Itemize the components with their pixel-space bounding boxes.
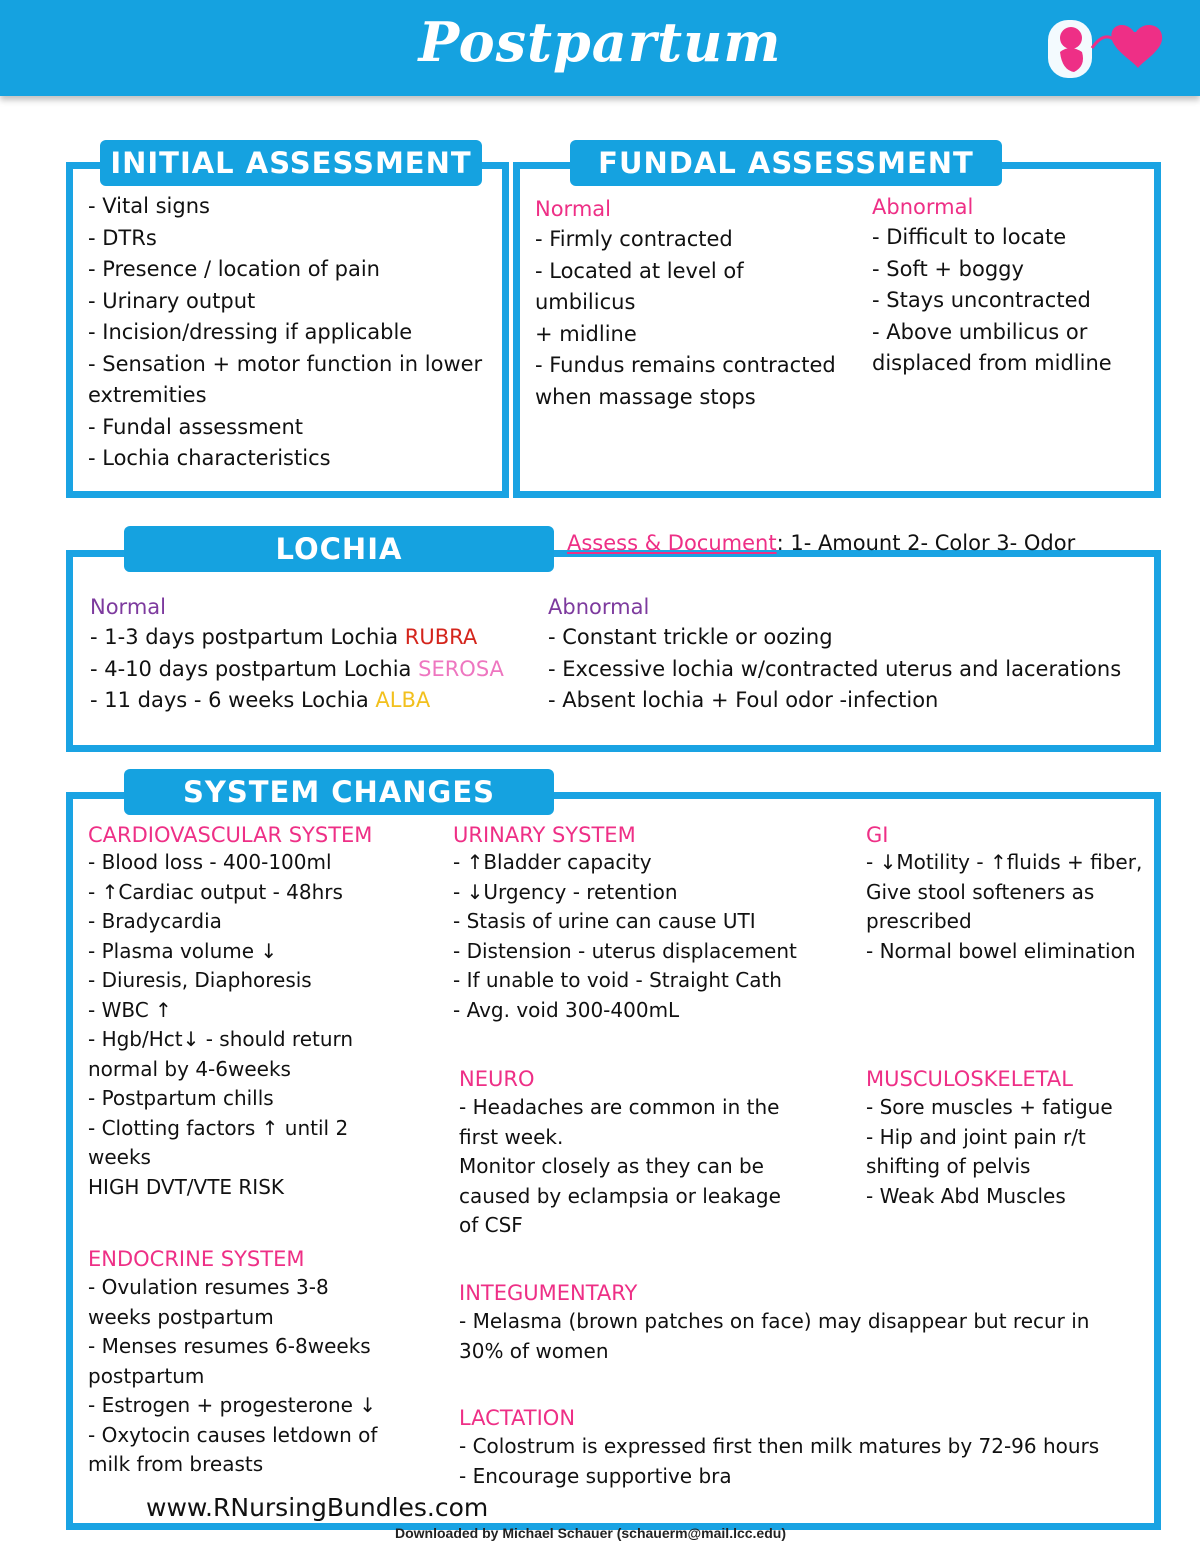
list-item: - 11 days - 6 weeks Lochia ALBA: [90, 688, 431, 712]
list-item: - 1-3 days postpartum Lochia RUBRA: [90, 625, 478, 649]
list-item: weeks: [88, 1145, 151, 1169]
urinary-list: [453, 848, 797, 1025]
list-item: HIGH DVT/VTE RISK: [88, 1174, 285, 1199]
list-item: prescribed: [866, 909, 972, 933]
lochia-abnormal-heading: Abnormal: [548, 595, 650, 619]
list-item: - Estrogen + progesterone ↓: [88, 1393, 377, 1417]
list-item: - Bradycardia: [88, 909, 222, 933]
list-item: - Oxytocin causes letdown of: [88, 1422, 378, 1447]
list-item: Give stool softeners as: [866, 879, 1095, 904]
list-item: - Normal bowel elimination: [866, 938, 1136, 963]
musculo-list: [866, 1093, 1113, 1211]
list-item: - Vital signs: [88, 194, 210, 218]
page-title: Postpartum: [418, 10, 782, 74]
list-item: - Sensation + motor function in lower: [88, 351, 483, 376]
lochia-rubra-label: RUBRA: [404, 625, 478, 649]
list-item: displaced from midline: [872, 351, 1112, 375]
list-item: - Avg. void 300-400mL: [453, 997, 680, 1022]
list-item: - Diuresis, Diaphoresis: [88, 968, 312, 992]
lochia-normal-heading: Normal: [90, 595, 166, 619]
list-item: of CSF: [459, 1213, 523, 1237]
list-item: - Postpartum chills: [88, 1086, 274, 1110]
cardio-heading: CARDIOVASCULAR SYSTEM: [88, 823, 373, 847]
list-item: - Melasma (brown patches on face) may disappear but recur in: [459, 1309, 1090, 1333]
lochia-tab: LOCHIA CHARACTERISTICS: [124, 526, 554, 572]
footer-url: www.RNursingBundles.com: [146, 1493, 489, 1522]
integumentary-list: [459, 1307, 1089, 1366]
list-item: when massage stops: [535, 384, 756, 409]
urinary-heading: URINARY SYSTEM: [453, 823, 636, 847]
downloaded-by-note: Downloaded by Michael Schauer (schauerm@mail.lcc.edu): [395, 1525, 786, 1541]
initial-assessment-tab: INITIAL ASSESSMENT: [100, 140, 482, 186]
list-item: - Blood loss - 400-100ml: [88, 850, 332, 874]
list-item: - ↓Urgency - retention: [453, 879, 678, 904]
list-item: - Ovulation resumes 3-8: [88, 1275, 329, 1299]
list-item: - Colostrum is expressed first then milk matures by 72-96 hours: [459, 1434, 1100, 1458]
list-item: - Firmly contracted: [535, 227, 733, 251]
list-item: - Fundus remains contracted: [535, 353, 836, 377]
list-item: - Stays uncontracted: [872, 288, 1091, 312]
list-item: Monitor closely as they can be: [459, 1154, 764, 1178]
list-item: - Headaches are common in the: [459, 1095, 780, 1119]
list-item: - Stasis of urine can cause UTI: [453, 909, 756, 933]
musculo-heading: MUSCULOSKELETAL: [866, 1067, 1073, 1091]
fundal-abnormal-heading: Abnormal: [872, 195, 974, 219]
list-item: - Plasma volume ↓: [88, 938, 278, 963]
list-item: - Located at level of: [535, 258, 744, 283]
lochia-alba-label: ALBA: [375, 688, 431, 712]
list-item: - Menses resumes 6-8weeks: [88, 1334, 371, 1358]
cardio-list: [88, 848, 353, 1202]
list-item: - 4-10 days postpartum Lochia SEROSA: [90, 656, 504, 681]
neuro-heading: NEURO: [459, 1067, 535, 1091]
endocrine-heading: ENDOCRINE SYSTEM: [88, 1247, 305, 1271]
list-item: - Clotting factors ↑ until 2: [88, 1115, 349, 1140]
fundal-assessment-tab: FUNDAL ASSESSMENT: [570, 140, 1002, 186]
list-item: - Incision/dressing if applicable: [88, 320, 413, 344]
list-item: - WBC ↑: [88, 997, 172, 1022]
list-item: 30% of women: [459, 1338, 609, 1363]
fundal-normal-list: [535, 224, 836, 413]
list-item: - Constant trickle or oozing: [548, 625, 833, 649]
list-item: - Difficult to locate: [872, 225, 1067, 249]
list-item: - Fundal assessment: [88, 414, 303, 439]
lochia-abnormal-list: [548, 622, 1121, 717]
list-item: - Hgb/Hct↓ - should return: [88, 1027, 354, 1051]
initial-assessment-list: [88, 191, 482, 475]
list-item: - Urinary output: [88, 288, 256, 313]
assess-document-label: Assess & Document: [567, 531, 777, 555]
list-item: caused by eclampsia or leakage: [459, 1183, 781, 1208]
lactation-list: [459, 1432, 1099, 1491]
assess-document-note: [567, 530, 1075, 556]
list-item: first week.: [459, 1124, 564, 1149]
header-bar: [0, 0, 1200, 96]
baby-heart-icon: [1046, 18, 1164, 82]
lactation-heading: LACTATION: [459, 1406, 576, 1430]
lochia-serosa-label: SEROSA: [418, 656, 504, 681]
list-item: - ↑Cardiac output - 48hrs: [88, 879, 343, 904]
list-item: + midline: [535, 321, 637, 346]
fundal-normal-heading: Normal: [535, 197, 611, 221]
integumentary-heading: INTEGUMENTARY: [459, 1281, 638, 1305]
list-item: postpartum: [88, 1363, 205, 1388]
list-item: - DTRs: [88, 225, 157, 250]
list-item: - Weak Abd Muscles: [866, 1183, 1066, 1208]
list-item: - Soft + boggy: [872, 256, 1024, 281]
list-item: - If unable to void - Straight Cath: [453, 968, 782, 992]
list-item: milk from breasts: [88, 1452, 264, 1476]
list-item: umbilicus: [535, 290, 636, 314]
endocrine-list: [88, 1273, 377, 1480]
list-item: - Excessive lochia w/contracted uterus and lacerations: [548, 656, 1122, 681]
gi-list: [866, 848, 1142, 966]
list-item: normal by 4-6weeks: [88, 1056, 291, 1081]
neuro-list: [459, 1093, 781, 1241]
list-item: - Distension - uterus displacement: [453, 938, 797, 963]
gi-heading: GI: [866, 823, 889, 847]
list-item: - ↑Bladder capacity: [453, 850, 652, 874]
list-item: extremities: [88, 383, 207, 407]
list-item: - Hip and joint pain r/t: [866, 1124, 1086, 1149]
list-item: - Presence / location of pain: [88, 257, 380, 281]
list-item: - Encourage supportive bra: [459, 1463, 732, 1488]
list-item: - Lochia characteristics: [88, 446, 331, 470]
lochia-normal-list: [90, 622, 504, 717]
list-item: - Sore muscles + fatigue: [866, 1095, 1113, 1119]
list-item: weeks postpartum: [88, 1304, 274, 1329]
list-item: - ↓Motility - ↑fluids + fiber,: [866, 850, 1143, 874]
list-item: - Above umbilicus or: [872, 319, 1088, 344]
list-item: shifting of pelvis: [866, 1154, 1031, 1178]
fundal-abnormal-list: [872, 222, 1112, 380]
assess-document-text: : 1- Amount 2- Color 3- Odor: [776, 531, 1076, 555]
system-changes-tab: SYSTEM CHANGES: [124, 769, 554, 815]
list-item: - Absent lochia + Foul odor -infection: [548, 688, 939, 712]
